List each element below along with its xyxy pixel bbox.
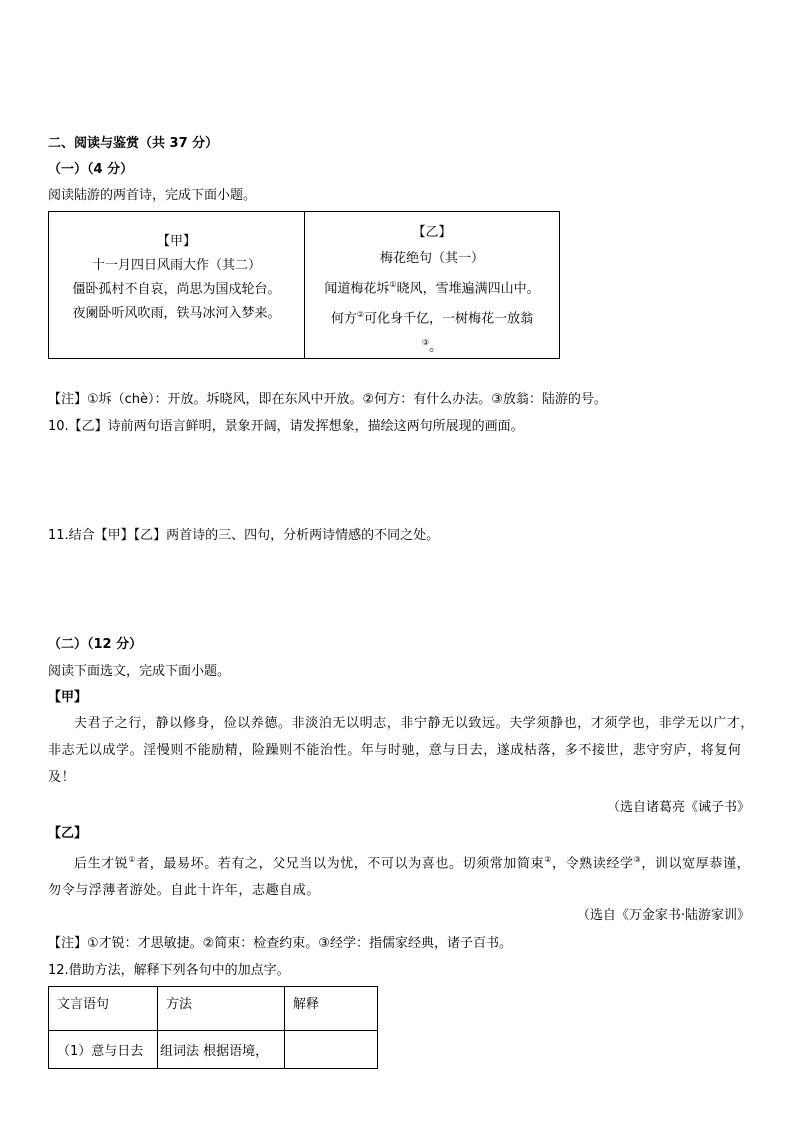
table-header-cell: 方法: [158, 987, 285, 1031]
explanation-table: [48, 986, 378, 1069]
poem-jia-tag: 【甲】: [156, 234, 196, 249]
text-jia-body: 夫君子之行，静以修身，俭以养德。非淡泊无以明志，非宁静无以致远。夫学须静也，才须学也，非学无以广才，非志无以成学。淫慢则不能励精，险躁则不能治性。年与时驰，意与日去，遂成枯落，多不接世，悲守穷庐，将复何及！: [48, 716, 755, 785]
text-notes: 【注】①才锐：才思敏捷。②简束：检查约束。③经学：指儒家经典，诸子百书。: [48, 936, 512, 951]
question-11: 11.结合【甲】【乙】两首诗的三、四句，分析两诗情感的不同之处。: [48, 528, 440, 543]
poem-jia-line2: 夜阑卧听风吹雨，铁马冰河入梦来。: [72, 306, 281, 321]
poem-jia-cell: [49, 212, 305, 359]
question-10: 10.【乙】诗前两句语言鲜明，景象开阔，请发挥想象，描绘这两句所展现的画面。: [48, 419, 524, 434]
poem-notes: 【注】①坼（chè）：开放。坼晓风，即在东风中开放。②何方：有什么办法。③放翁：陆游的号。: [48, 392, 607, 407]
answer-cell[interactable]: [285, 1031, 378, 1069]
text-yi-tag: 【乙】: [48, 826, 88, 841]
text-jia-source: （选自诸葛亮《诫子书》: [606, 800, 750, 815]
question-12: 12.借助方法，解释下列各句中的加点字。: [48, 963, 290, 978]
poem-yi-line3: ③。: [421, 337, 443, 354]
poem-jia-title: 十一月四日风雨大作（其二）: [91, 258, 261, 273]
part1-label: （一）（4 分）: [48, 162, 134, 177]
part1-intro: 阅读陆游的两首诗，完成下面小题。: [48, 188, 257, 203]
section-heading: 二、阅读与鉴赏（共 37 分）: [48, 136, 219, 151]
poem-jia-line1: 僵卧孤村不自哀，尚思为国戍轮台。: [72, 282, 281, 297]
table-header-cell: 文言语句: [49, 987, 158, 1031]
table-cell: （1）意与日去: [49, 1031, 158, 1069]
text-jia-tag: 【甲】: [48, 690, 88, 705]
table-row: [49, 1031, 378, 1069]
poem-yi-tag: 【乙】: [412, 225, 452, 240]
table-header-cell: 解释: [285, 987, 378, 1031]
poem-table: [48, 211, 560, 359]
text-yi-body: 后生才锐①者，最易坏。若有之，父兄当以为忧，不可以为喜也。切须常加简束②，令熟读经学③，训以宽厚恭谨，勿令与浮薄者游处。自此十许年，志趣自成。: [48, 855, 751, 899]
text-yi-source: （选自《万金家书·陆游家训》: [576, 908, 750, 923]
part2-intro: 阅读下面选文，完成下面小题。: [48, 664, 231, 679]
table-header-row: [49, 987, 378, 1031]
poem-yi-line1: 闻道梅花坼①晓风，雪堆遍满四山中。: [324, 280, 540, 297]
poem-yi-cell: [305, 212, 560, 359]
poem-yi-line2: 何方②可化身千亿，一树梅花一放翁: [330, 310, 534, 327]
part2-label: （二）（12 分）: [48, 637, 143, 652]
poem-yi-title: 梅花绝句（其一）: [379, 251, 484, 266]
table-cell: 组词法 根据语境，: [158, 1031, 285, 1069]
